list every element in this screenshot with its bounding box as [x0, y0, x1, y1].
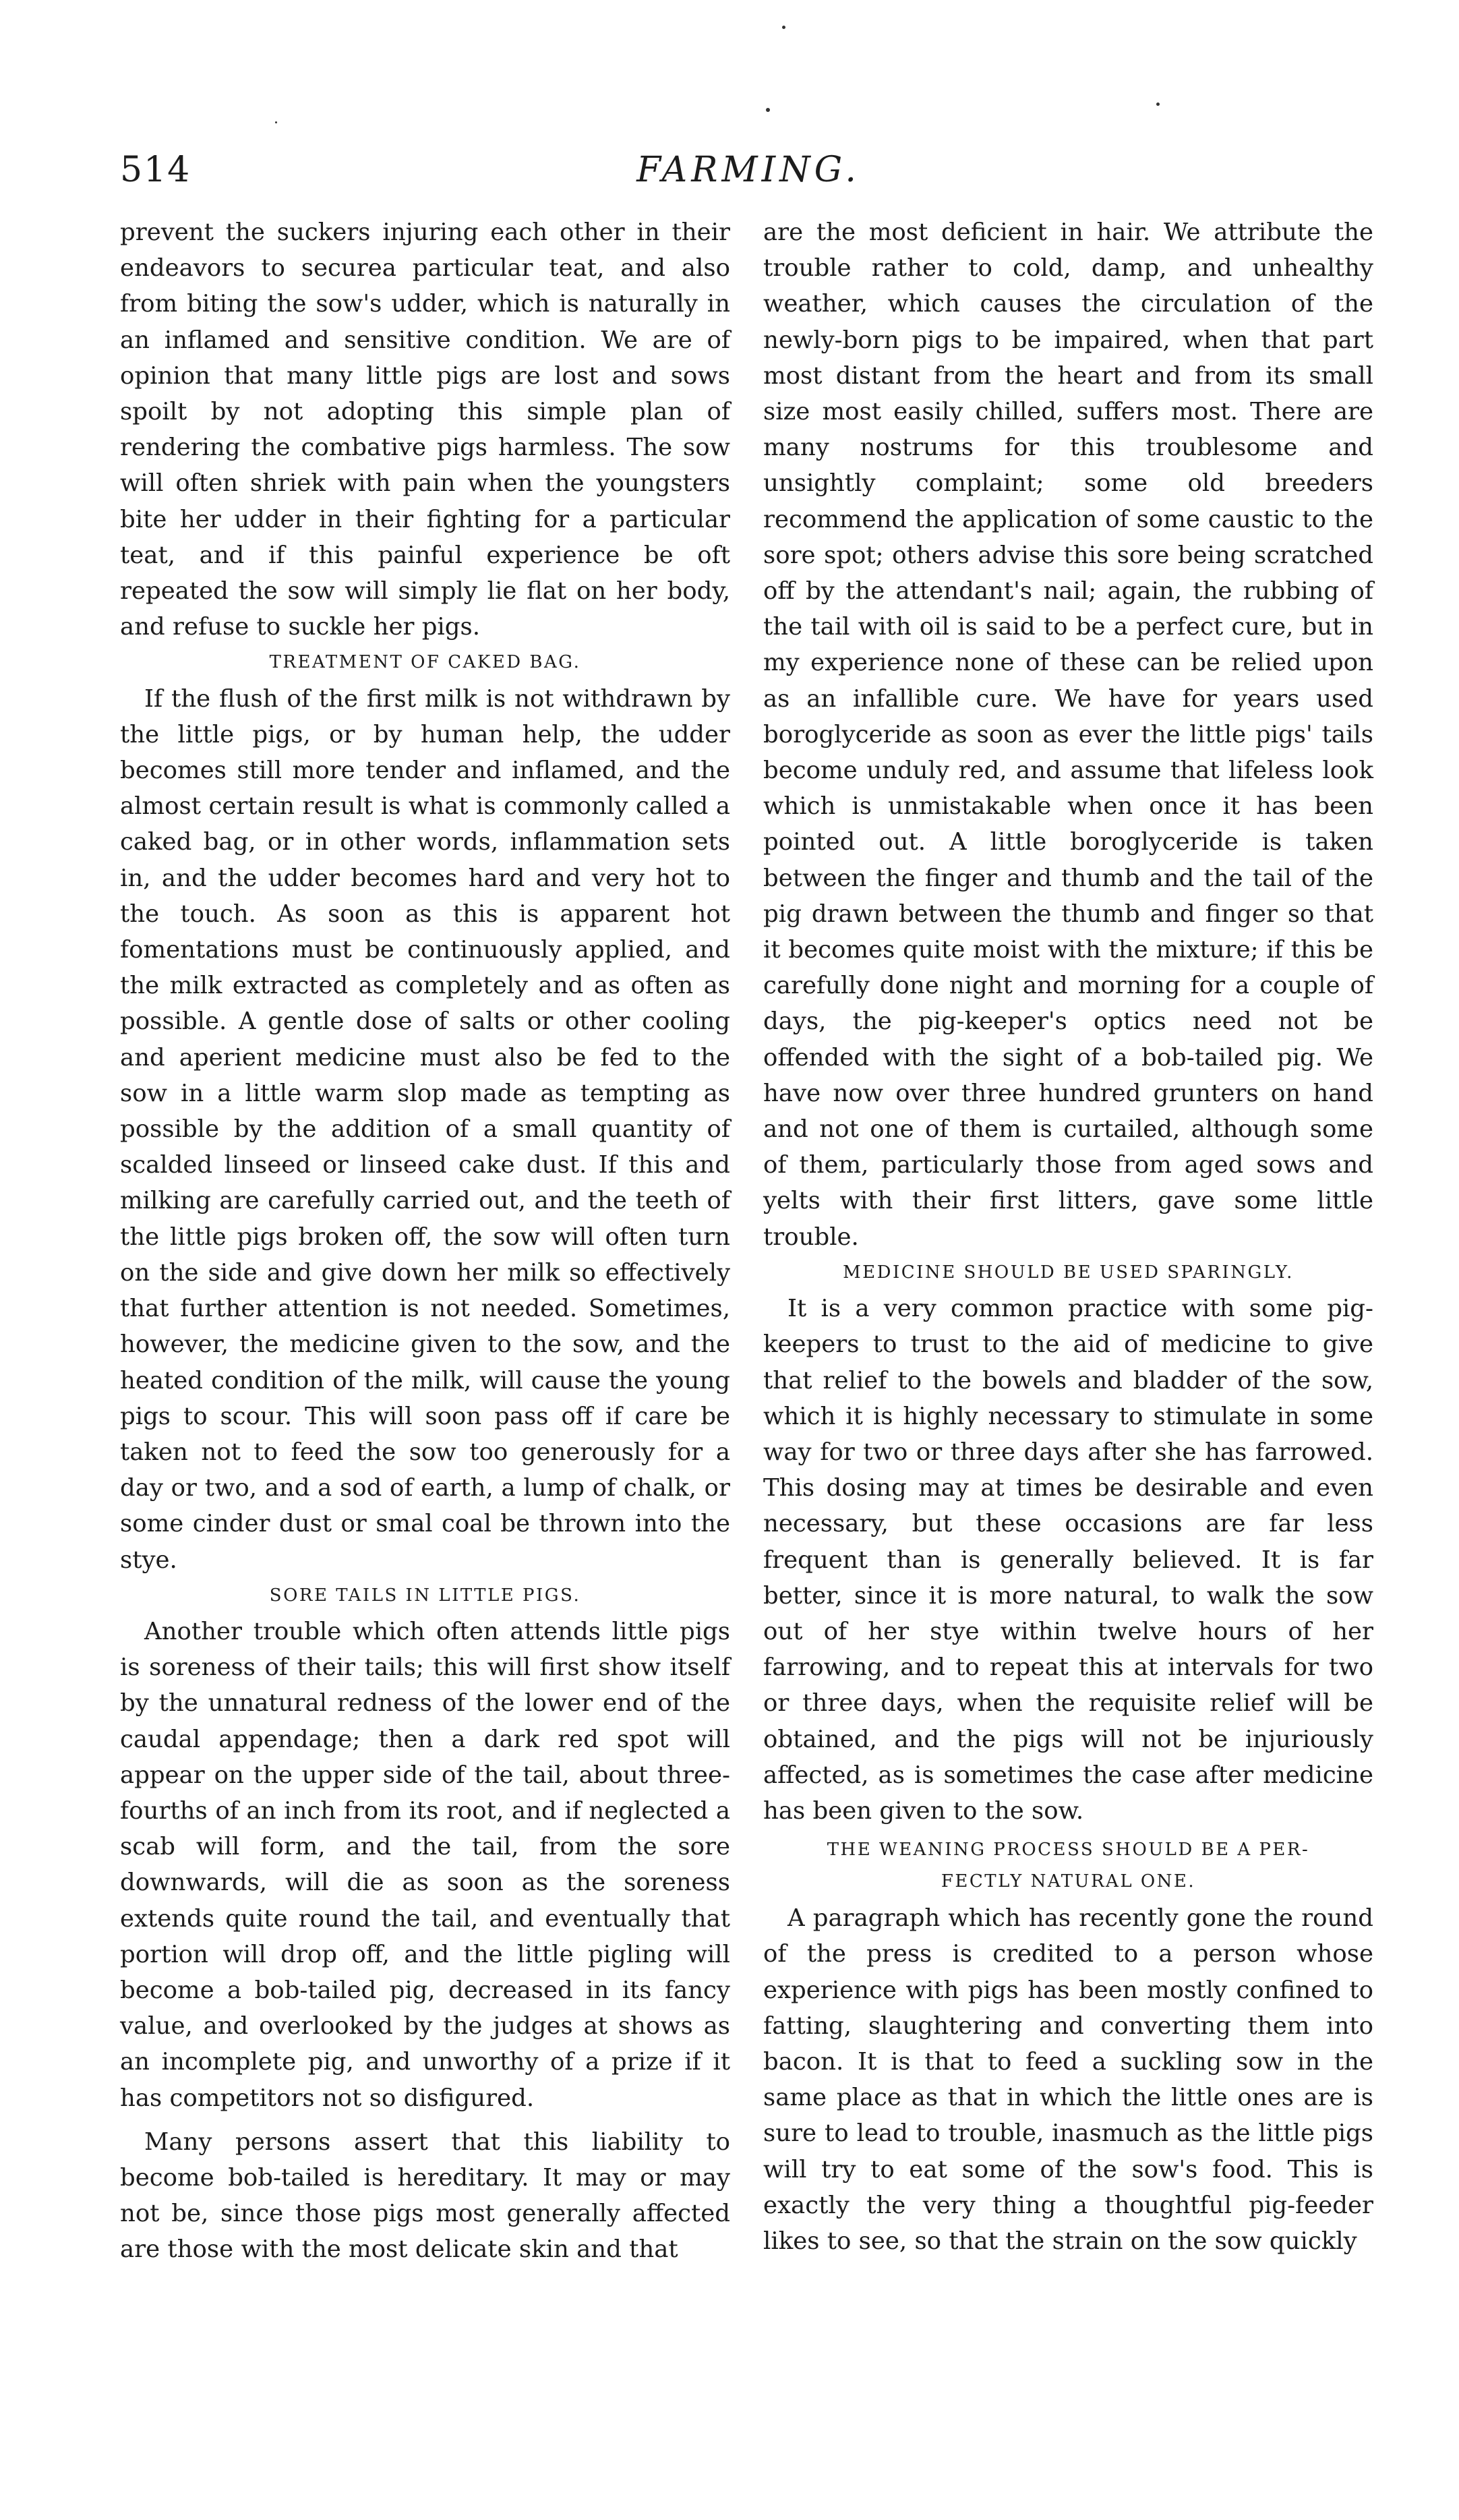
- paragraph: It is a very common practice with some pig-keepers to trust to the aid of medicine to give that relief to the bowels and bladder of the sow, which it is highly necessary to stimulate in some way for two or three days after she has farrowed. This dosing may at times be desirable and even necessary, but these occasions are far less frequent than is generally believed. It is far better, since it is more natural, to walk the sow out of her stye within twelve hours of her farrowing, and to repeat this at intervals for two or three days, when the requisite relief will be obtained, and the pigs will not be injuriously affected, as is sometimes the case after medicine has been given to the sow.: [763, 1295, 1373, 1825]
- page-number: 514: [120, 150, 191, 190]
- page-header: [115, 150, 1382, 197]
- print-speck: [782, 26, 785, 29]
- right-column: [763, 214, 1373, 2259]
- paragraph: Another trouble which often attends little pigs is soreness of their tails; this will first show itself by the unnatural redness of the lower end of the caudal appendage; then a dark red spot will appear on the upper side of the tail, about three-fourths of an inch from its root, and if neglected a scab will form, and the tail, from the sore downwards, will die as soon as the soreness extends quite round the tail, and eventually that portion will drop off, and the little pigling will become a bob-tailed pig, decreased in its fancy value, and overlooked by the judges at shows as an incomplete pig, and unworthy of a prize if it has competitors not so disfigured.: [120, 1617, 730, 2112]
- paragraph: Many persons assert that this liability to become bob-tailed is hereditary. It may or may not be, since those pigs most generally affected are those with the most delicate skin and that: [120, 2128, 730, 2264]
- print-speck: [766, 108, 770, 112]
- section-heading: TREATMENT OF CAKED BAG.: [269, 652, 581, 673]
- section-heading: MEDICINE SHOULD BE USED SPARINGLY.: [843, 1262, 1294, 1283]
- print-speck: [1156, 102, 1160, 106]
- section-heading: [763, 1834, 1373, 1898]
- section-heading: SORE TAILS IN LITTLE PIGS.: [269, 1585, 581, 1606]
- paragraph: A paragraph which has recently gone the round of the press is credited to a person whose experience with pigs has been mostly confined to fatting, slaughtering and converting them into bacon. It is that to feed a suckling sow in the same place as that in which the little ones are is sure to lead to trouble, inasmuch as the little pigs will try to eat some of the sow's food. This is exactly the very thing a thoughtful pig-feeder likes to see, so that the strain on the sow quickly: [763, 1904, 1373, 2255]
- left-column: [120, 214, 730, 2268]
- section-heading-line: THE WEANING PROCESS SHOULD BE A PER-: [827, 1840, 1310, 1860]
- paragraph: prevent the suckers injuring each other in their endeavors to securea particular teat, and also from biting the sow's udder, which is naturally in an inflamed and sensitive condition. We are of opinion that many little pigs are lost and sows spoilt by not adopting this simple plan of rendering the combative pigs harmless. The sow will often shriek with pain when the youngsters bite her udder in their fighting for a particular teat, and if this painful experience be oft repeated the sow will simply lie flat on her body, and refuse to suckle her pigs.: [120, 218, 730, 641]
- paragraph: If the flush of the first milk is not withdrawn by the little pigs, or by human help, the udder becomes still more tender and inflamed, and the almost certain result is what is commonly called a caked bag, or in other words, inflammation sets in, and the udder becomes hard and very hot to the touch. As soon as this is apparent hot fomentations must be continuously applied, and the milk extracted as completely and as often as possible. A gentle dose of salts or other cooling and aperient medicine must also be fed to the sow in a little warm slop made as tempting as possible by the addition of a small quantity of scalded linseed or linseed cake dust. If this and milking are carefully carried out, and the teeth of the little pigs broken off, the sow will often turn on the side and give down her milk so effectively that further attention is not needed. Sometimes, however, the medicine given to the sow, and the heated condition of the milk, will cause the young pigs to scour. This will soon pass off if care be taken not to feed the sow too generously for a day or two, and a sod of earth, a lump of chalk, or some cinder dust or smal coal be thrown into the stye.: [120, 684, 730, 1574]
- running-title: FARMING.: [636, 150, 860, 190]
- print-speck: [275, 121, 277, 123]
- section-heading-line: FECTLY NATURAL ONE.: [941, 1871, 1196, 1892]
- paragraph: are the most deficient in hair. We attribute the trouble rather to cold, damp, and unhealthy weather, which causes the circulation of the newly-born pigs to be impaired, when that part most distant from the heart and from its small size most easily chilled, suffers most. There are many nostrums for this troublesome and unsightly complaint; some old breeders recommend the application of some caustic to the sore spot; others advise this sore being scratched off by the attendant's nail; again, the rubbing of the tail with oil is said to be a perfect cure, but in my experience none of these can be relied upon as an infallible cure. We have for years used boroglyceride as soon as ever the little pigs' tails become unduly red, and assume that lifeless look which is unmistakable when once it has been pointed out. A little boroglyceride is taken between the finger and thumb and the tail of the pig drawn between the thumb and finger so that it becomes quite moist with the mixture; if this be carefully done night and morning for a couple of days, the pig-keeper's optics need not be offended with the sight of a bob-tailed pig. We have now over three hundred grunters on hand and not one of them is curtailed, although some of them, particularly those from aged sows and yelts with their first litters, gave some little trouble.: [763, 218, 1373, 1251]
